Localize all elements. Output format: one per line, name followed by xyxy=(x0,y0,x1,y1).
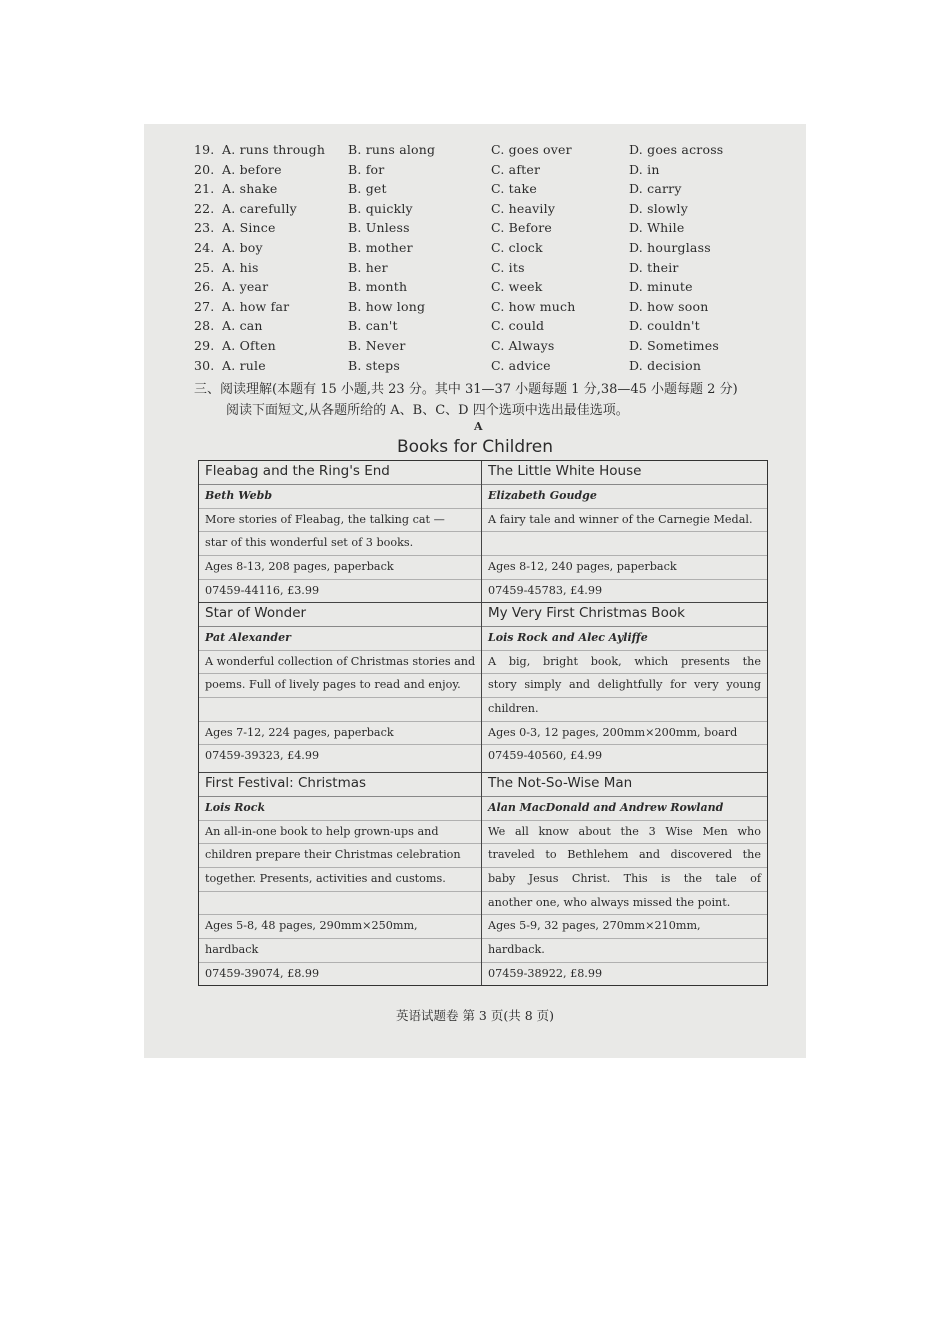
book-title: My Very First Christmas Book xyxy=(482,603,767,627)
book-description: A wonderful collection of Christmas stories and xyxy=(199,651,481,675)
option-d: D. While xyxy=(629,220,685,236)
book-description: another one, who always missed the point. xyxy=(482,892,767,916)
option-c: C. clock xyxy=(491,239,543,255)
option-b: B. can't xyxy=(348,318,398,334)
book-code-price: 07459-44116, £3.99 xyxy=(205,583,320,597)
book-description: poems. Full of lively pages to read and enjoy. xyxy=(199,674,481,698)
book-description: children prepare their Christmas celebration xyxy=(199,844,481,868)
book-table xyxy=(198,460,768,986)
book-details: hardback. xyxy=(482,939,767,963)
question-row xyxy=(194,338,794,358)
option-c: C. Before xyxy=(491,220,552,236)
option-a: A. can xyxy=(222,318,263,334)
book-description: More stories of Fleabag, the talking cat — xyxy=(199,509,481,533)
option-b: B. her xyxy=(348,259,388,275)
option-b: B. quickly xyxy=(348,200,413,216)
book-description xyxy=(482,532,767,556)
page-footer: 英语试题卷 第 3 页(共 8 页) xyxy=(395,1008,555,1023)
passage-letter: A xyxy=(474,420,483,433)
option-b: B. how long xyxy=(348,298,426,314)
book-description: baby Jesus Christ. This is the tale of xyxy=(482,868,767,892)
option-d: D. in xyxy=(629,161,660,177)
question-number: 22. xyxy=(194,200,215,216)
section-heading: 三、阅读理解(本题有 15 小题,共 23 分。其中 31—37 小题每题 1 分,38—45 小题每题 2 分) xyxy=(194,382,738,397)
question-row xyxy=(194,318,794,338)
book-author: Lois Rock and Alec Ayliffe xyxy=(482,627,767,651)
book-description: star of this wonderful set of 3 books. xyxy=(199,532,481,556)
option-a: A. carefully xyxy=(222,200,297,216)
book-description: children. xyxy=(482,698,767,722)
question-row xyxy=(194,358,794,378)
option-a: A. how far xyxy=(222,298,290,314)
option-a: A. Often xyxy=(222,337,276,353)
option-c: C. heavily xyxy=(491,200,556,216)
question-row xyxy=(194,142,794,162)
book-title: The Little White House xyxy=(482,461,767,485)
option-d: D. Sometimes xyxy=(629,337,719,353)
question-number: 29. xyxy=(194,337,215,353)
book-author: Lois Rock xyxy=(199,797,481,821)
book-title: The Not-So-Wise Man xyxy=(482,773,767,797)
book-code-price: 07459-39074, £8.99 xyxy=(205,966,320,980)
book-details: Ages 5-8, 48 pages, 290mm×250mm, xyxy=(199,915,481,939)
book-cell xyxy=(482,603,767,773)
book-title: Star of Wonder xyxy=(199,603,481,627)
option-c: C. its xyxy=(491,259,525,275)
option-c: C. how much xyxy=(491,298,576,314)
question-row xyxy=(194,299,794,319)
book-description: traveled to Bethlehem and discovered the xyxy=(482,844,767,868)
book-code-price: 07459-38922, £8.99 xyxy=(488,966,603,980)
option-a: A. rule xyxy=(222,357,266,373)
option-a: A. boy xyxy=(222,239,263,255)
option-b: B. steps xyxy=(348,357,400,373)
question-number: 20. xyxy=(194,161,215,177)
book-author: Alan MacDonald and Andrew Rowland xyxy=(482,797,767,821)
option-b: B. runs along xyxy=(348,142,436,157)
book-description xyxy=(199,698,481,722)
instruction-text: 阅读下面短文,从各题所给的 A、B、C、D 四个选项中选出最佳选项。 xyxy=(226,403,629,418)
option-c: C. week xyxy=(491,279,543,295)
option-b: B. mother xyxy=(348,239,413,255)
book-description: A fairy tale and winner of the Carnegie Medal. xyxy=(482,509,767,533)
option-d: D. their xyxy=(629,259,679,275)
question-number: 23. xyxy=(194,220,215,236)
question-number: 21. xyxy=(194,181,215,197)
option-d: D. couldn't xyxy=(629,318,700,334)
option-b: B. Unless xyxy=(348,220,410,236)
question-number: 27. xyxy=(194,298,215,314)
option-c: C. Always xyxy=(491,337,555,353)
option-a: A. runs through xyxy=(222,142,326,157)
book-details: Ages 7-12, 224 pages, paperback xyxy=(199,722,481,746)
book-cell xyxy=(482,461,767,603)
question-number: 26. xyxy=(194,279,215,295)
question-row xyxy=(194,201,794,221)
book-cell xyxy=(482,773,767,985)
option-b: B. Never xyxy=(348,337,406,353)
book-description: A big, bright book, which presents the xyxy=(482,651,767,675)
book-title: Fleabag and the Ring's End xyxy=(199,461,481,485)
option-d: D. minute xyxy=(629,279,693,295)
option-c: C. goes over xyxy=(491,142,572,157)
question-number: 24. xyxy=(194,239,215,255)
option-d: D. slowly xyxy=(629,200,689,216)
book-cell xyxy=(199,603,482,773)
option-c: C. advice xyxy=(491,357,551,373)
book-details: hardback xyxy=(199,939,481,963)
question-row xyxy=(194,240,794,260)
option-b: B. for xyxy=(348,161,385,177)
book-cell xyxy=(199,461,482,603)
page-title: Books for Children xyxy=(396,437,554,457)
book-code-price: 07459-40560, £4.99 xyxy=(488,749,603,763)
option-b: B. month xyxy=(348,279,408,295)
book-details: Ages 8-12, 240 pages, paperback xyxy=(482,556,767,580)
question-row xyxy=(194,181,794,201)
book-description: We all know about the 3 Wise Men who xyxy=(482,821,767,845)
question-row xyxy=(194,220,794,240)
exam-page xyxy=(144,124,806,1058)
book-cell xyxy=(199,773,482,985)
question-number: 25. xyxy=(194,259,215,275)
book-author: Beth Webb xyxy=(199,485,481,509)
option-d: D. decision xyxy=(629,357,702,373)
question-number: 30. xyxy=(194,357,215,373)
question-row xyxy=(194,162,794,182)
book-description xyxy=(199,892,481,916)
book-details: Ages 8-13, 208 pages, paperback xyxy=(199,556,481,580)
option-b: B. get xyxy=(348,181,387,197)
option-d: D. hourglass xyxy=(629,239,711,255)
book-author: Pat Alexander xyxy=(199,627,481,651)
question-number: 28. xyxy=(194,318,215,334)
option-d: D. goes across xyxy=(629,142,724,157)
book-description: together. Presents, activities and customs. xyxy=(199,868,481,892)
book-code-price: 07459-39323, £4.99 xyxy=(205,749,320,763)
question-number: 19. xyxy=(194,142,215,157)
book-author: Elizabeth Goudge xyxy=(482,485,767,509)
option-a: A. shake xyxy=(222,181,278,197)
option-d: D. carry xyxy=(629,181,682,197)
question-row xyxy=(194,279,794,299)
book-description: An all-in-one book to help grown-ups and xyxy=(199,821,481,845)
option-a: A. before xyxy=(222,161,282,177)
book-code-price: 07459-45783, £4.99 xyxy=(488,583,603,597)
option-c: C. could xyxy=(491,318,545,334)
option-c: C. take xyxy=(491,181,537,197)
book-description: story simply and delightfully for very young xyxy=(482,674,767,698)
option-a: A. his xyxy=(222,259,259,275)
option-a: A. year xyxy=(222,279,269,295)
option-d: D. how soon xyxy=(629,298,709,314)
book-details: Ages 5-9, 32 pages, 270mm×210mm, xyxy=(482,915,767,939)
book-details: Ages 0-3, 12 pages, 200mm×200mm, board xyxy=(482,722,767,746)
book-title: First Festival: Christmas xyxy=(199,773,481,797)
question-options-list xyxy=(194,142,794,377)
option-a: A. Since xyxy=(222,220,276,236)
question-row xyxy=(194,260,794,280)
option-c: C. after xyxy=(491,161,541,177)
